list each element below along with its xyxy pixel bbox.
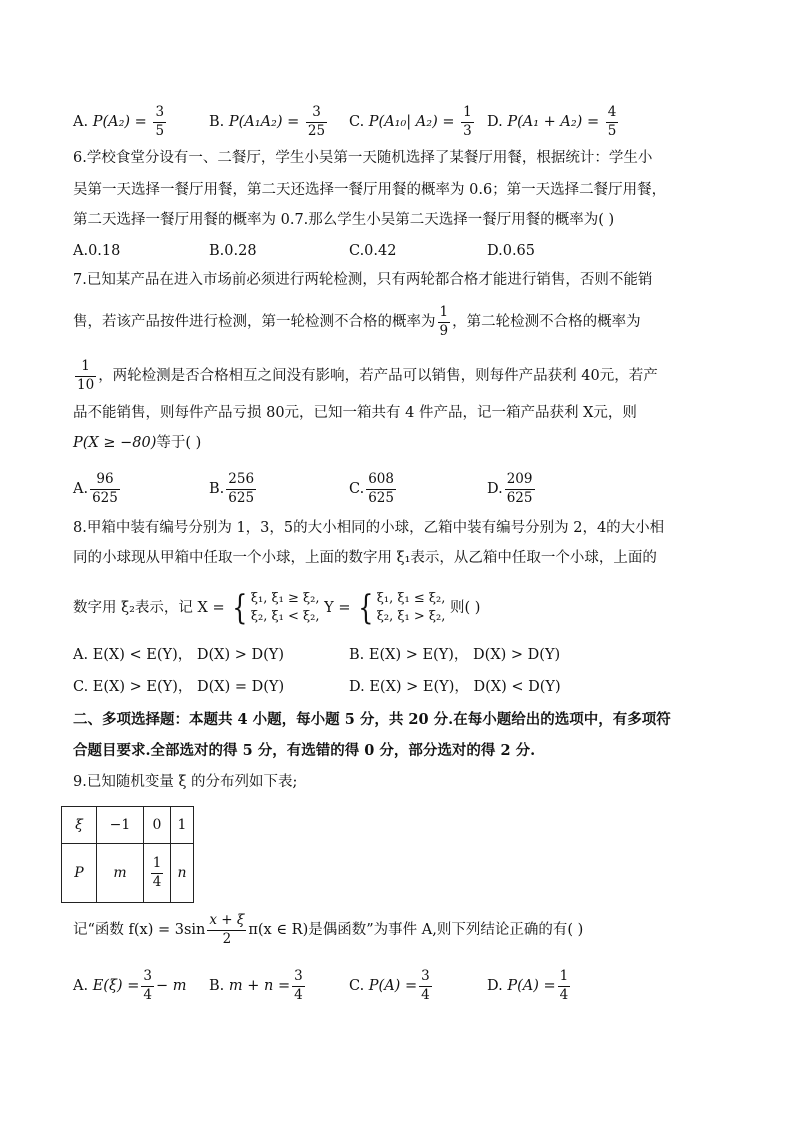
fraction: $\frac{x + \xi}{2}$ <box>209 912 245 947</box>
q6-text-line-3: 第二天选择一餐厅用餐的概率为 0.7.那么学生小吴第二天选择一餐厅用餐的概率为( ) <box>73 212 615 228</box>
left-brace-icon: { <box>232 588 248 628</box>
q8-text-line-3: 数字用 ξ₂表示，记 X = { ξ₁, ξ₁ ≥ ξ₂, ξ₂, ξ₁ < ξ₂, Y = { ξ₁, ξ₁ ≤ ξ₂, ξ₂, ξ₁ > ξ₂, 则( ) <box>73 588 481 628</box>
section-2-instructions: 合题目要求.全部选对的得 5 分，有选错的得 0 分，部分选对的得 2 分. <box>73 742 536 759</box>
q8-option-b[interactable]: B. E(X) > E(Y)， D(X) > D(Y) <box>349 647 561 663</box>
section-2-heading: 二、多项选择题：本题共 4 小题，每小题 5 分，共 20 分.在每小题给出的选项中，有多项符 <box>73 711 671 728</box>
q8-option-c[interactable]: C. E(X) > E(Y)， D(X) = D(Y) <box>73 679 285 695</box>
fraction: $\frac{209}{625}$ <box>506 471 533 506</box>
fraction: $\frac{1}{4}$ <box>152 855 162 890</box>
fraction: $\frac{1}{9}$ <box>439 304 449 339</box>
q7-text-line-5: P(X ≥ −80)等于( ) <box>73 435 202 451</box>
q7-option-b[interactable]: B. $\frac{256}{625}$ <box>209 471 255 506</box>
q9-option-d[interactable]: D. P(A) = $\frac{1}{4}$ <box>487 968 569 1003</box>
q9-text-line-1: 9.已知随机变量 ξ 的分布列如下表; <box>73 774 298 790</box>
fraction: $\frac{1}{10}$ <box>77 358 95 393</box>
q5-option-c[interactable]: C. P(A₁₀| A₂) = $\frac{1}{3}$ <box>349 104 472 139</box>
q5-option-b[interactable]: B. P(A₁A₂) = $\frac{3}{25}$ <box>209 104 326 139</box>
q6-option-a[interactable]: A.0.18 <box>73 243 121 259</box>
q6-option-c[interactable]: C.0.42 <box>349 243 397 259</box>
distribution-table <box>61 806 194 903</box>
fraction: $\frac{608}{625}$ <box>368 471 394 506</box>
fraction: $\frac{3}{4}$ <box>294 968 303 1003</box>
fraction: $\frac{4}{5}$ <box>607 104 617 139</box>
q8-text-line-2: 同的小球现从甲箱中任取一个小球，上面的数字用 ξ₁表示，从乙箱中任取一个小球，上面的 <box>73 550 657 566</box>
q7-option-c[interactable]: C. $\frac{608}{625}$ <box>349 471 394 506</box>
q6-text-line-1: 6.学校食堂分设有一、二餐厅，学生小吴第一天随机选择了某餐厅用餐，根据统计：学生小 <box>73 150 653 166</box>
fraction: $\frac{3}{4}$ <box>143 968 152 1003</box>
q6-option-d[interactable]: D.0.65 <box>487 243 536 259</box>
fraction: $\frac{96}{625}$ <box>92 471 118 506</box>
table-row: ξ −1 0 1 <box>62 807 194 844</box>
fraction: $\frac{1}{4}$ <box>559 968 569 1003</box>
q9-option-b[interactable]: B. m + n = $\frac{3}{4}$ <box>209 968 303 1003</box>
q7-text-line-1: 7.已知某产品在进入市场前必须进行两轮检测，只有两轮都合格才能进行销售，否则不能销 <box>73 272 653 288</box>
left-brace-icon: { <box>358 588 374 628</box>
q7-option-d[interactable]: D. $\frac{209}{625}$ <box>487 471 533 506</box>
q7-text-line-3: $\frac{1}{10}$ ，两轮检测是否合格相互之间没有影响，若产品可以销售，则每件产品获利 40元，若产 <box>77 358 658 393</box>
q5-option-d[interactable]: D. P(A₁ + A₂) = $\frac{4}{5}$ <box>487 104 617 139</box>
fraction: $\frac{3}{4}$ <box>421 968 430 1003</box>
q9-text-line-2: 记“函数 f(x) = 3sin $\frac{x + \xi}{2}$ π(x ∈ R)是偶函数”为事件 A,则下列结论正确的有( ) <box>73 912 584 947</box>
q5-option-a[interactable]: A. P(A₂) = $\frac{3}{5}$ <box>73 104 165 139</box>
q9-option-c[interactable]: C. P(A) = $\frac{3}{4}$ <box>349 968 430 1003</box>
q7-text-line-4: 品不能销售，则每件产品亏损 80元，已知一箱共有 4 件产品，记一箱产品获利 X元，则 <box>73 405 637 421</box>
q9-option-a[interactable]: A. E(ξ) = $\frac{3}{4}$ − m <box>73 968 187 1003</box>
fraction: $\frac{256}{625}$ <box>228 471 255 506</box>
fraction: $\frac{3}{5}$ <box>155 104 165 139</box>
q6-text-line-2: 吴第一天选择一餐厅用餐，第二天还选择一餐厅用餐的概率为 0.6；第一天选择二餐厅用餐， <box>73 182 667 198</box>
q8-option-a[interactable]: A. E(X) < E(Y)， D(X) > D(Y) <box>73 647 285 663</box>
q6-option-b[interactable]: B.0.28 <box>209 243 257 259</box>
y-cases: ξ₁, ξ₁ ≤ ξ₂, ξ₂, ξ₁ > ξ₂, <box>376 591 446 624</box>
fraction: $\frac{3}{25}$ <box>307 104 326 139</box>
q7-option-a[interactable]: A. $\frac{96}{625}$ <box>73 471 118 506</box>
q8-option-d[interactable]: D. E(X) > E(Y)， D(X) < D(Y) <box>349 679 561 695</box>
fraction: $\frac{1}{3}$ <box>463 104 472 139</box>
x-cases: ξ₁, ξ₁ ≥ ξ₂, ξ₂, ξ₁ < ξ₂, <box>250 591 320 624</box>
q7-text-line-2: 售，若该产品按件进行检测，第一轮检测不合格的概率为 $\frac{1}{9}$ ，第二轮检测不合格的概率为 <box>73 304 641 339</box>
table-row: P m $\frac{1}{4}$ n <box>62 844 194 903</box>
q8-text-line-1: 8.甲箱中装有编号分别为 1，3，5的大小相同的小球，乙箱中装有编号分别为 2，4的大小相 <box>73 520 665 536</box>
